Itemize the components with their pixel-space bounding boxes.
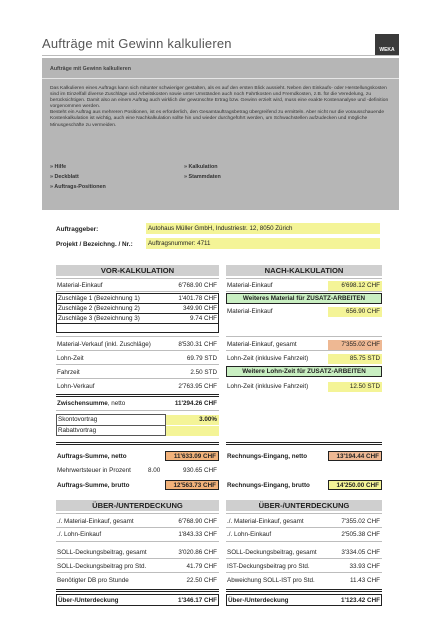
nach-material-gesamt-value: 7'355.02 CHF bbox=[328, 340, 382, 350]
dl-benoetigt-value: 22.50 CHF bbox=[186, 577, 217, 584]
dl-benoetigt-label: Benötigter DB pro Stunde bbox=[57, 577, 129, 584]
weiteres-material-banner: Weiteres Material für ZUSATZ-ARBEITEN bbox=[226, 293, 382, 304]
dr-ueber-label: Über-/Unterdeckung bbox=[228, 597, 289, 604]
dl-lohn-value: 1'843.33 CHF bbox=[178, 531, 217, 538]
auftraggeber-field[interactable]: Autohaus Müller GmbH, Industriestr. 12, 8050 Zürich bbox=[146, 223, 380, 234]
skontovortrag-label: Skontovortrag bbox=[58, 416, 98, 423]
divider bbox=[56, 513, 219, 514]
divider bbox=[56, 425, 166, 426]
divider bbox=[56, 541, 219, 542]
double-divider bbox=[56, 589, 219, 592]
auftraggeber-label: Auftraggeber: bbox=[56, 226, 99, 233]
nav-link-stammdaten[interactable]: » Stammdaten bbox=[184, 174, 221, 180]
summe-brutto-value: 12'563.73 CHF bbox=[165, 480, 219, 490]
dr-soll-label: SOLL-Deckungsbeitrag, gesamt bbox=[227, 549, 317, 556]
dl-material-label: ./. Material-Einkauf, gesamt bbox=[57, 518, 134, 525]
dl-ueber-value: 1'346.17 CHF bbox=[178, 597, 217, 604]
mwst-rate: 8.00 bbox=[148, 467, 161, 474]
intro-title: Aufträge mit Gewinn kalkulieren bbox=[50, 66, 131, 72]
double-divider bbox=[226, 442, 382, 445]
dr-material-label: ./. Material-Einkauf, gesamt bbox=[227, 518, 304, 525]
divider bbox=[56, 378, 219, 379]
zwischensumme-suffix: , netto bbox=[107, 400, 126, 407]
nav-link-kalkulation[interactable]: » Kalkulation bbox=[184, 164, 218, 170]
dr-abweichung-value: 11.43 CHF bbox=[350, 577, 380, 584]
divider bbox=[56, 278, 219, 279]
dl-soll-std-value: 41.79 CHF bbox=[186, 563, 217, 570]
projekt-label: Projekt / Bezeichng. / Nr.: bbox=[56, 241, 133, 248]
nach-lohn-zeit-label: Lohn-Zeit (inklusive Fahrzeit) bbox=[227, 355, 309, 362]
lohn-verkauf-value: 2'763.95 CHF bbox=[178, 383, 217, 390]
rabattvortrag-field[interactable] bbox=[166, 426, 219, 436]
material-verkauf-value: 8'530.31 CHF bbox=[178, 341, 217, 348]
nach-material-gesamt-label: Material-Einkauf, gesamt bbox=[227, 341, 297, 348]
divider bbox=[56, 350, 219, 351]
divider bbox=[56, 572, 219, 573]
projekt-field[interactable]: Auftragsnummer: 4711 bbox=[146, 238, 380, 249]
zwischensumme-bold: Zwischensumme bbox=[57, 400, 108, 407]
vor-material-einkauf-value: 6'768.90 CHF bbox=[178, 282, 217, 289]
dr-ist-std-label: IST-Deckungsbeitrag pro Std. bbox=[227, 563, 310, 570]
divider bbox=[56, 303, 219, 304]
dl-lohn-label: ./. Lohn-Einkauf bbox=[57, 531, 102, 538]
nach-material-einkauf2-label: Material-Einkauf bbox=[227, 308, 273, 315]
zwischensumme-value: 11'294.26 CHF bbox=[174, 400, 217, 407]
zuschlag-3-value: 9.74 CHF bbox=[190, 315, 217, 322]
divider bbox=[226, 527, 382, 528]
divider bbox=[56, 336, 219, 337]
divider bbox=[226, 513, 382, 514]
nav-link-hilfe[interactable]: » Hilfe bbox=[50, 164, 67, 170]
dr-material-value: 7'355.02 CHF bbox=[341, 518, 380, 525]
page-title: Aufträge mit Gewinn kalkulieren bbox=[42, 36, 232, 51]
divider bbox=[56, 558, 219, 559]
divider bbox=[226, 572, 382, 573]
double-divider bbox=[56, 442, 219, 445]
nav-link-positionen[interactable]: » Auftrags-Positionen bbox=[50, 184, 106, 190]
intro-text bbox=[50, 86, 390, 129]
zuschlag-1-value: 1'401.78 CHF bbox=[178, 295, 217, 302]
rechnung-brutto-label: Rechnungs-Eingang, brutto bbox=[227, 482, 310, 489]
rabattvortrag-label: Rabattvortrag bbox=[58, 427, 97, 434]
dr-lohn-label: ./. Lohn-Einkauf bbox=[227, 531, 272, 538]
divider bbox=[226, 541, 382, 542]
summe-netto-label: Auftrags-Summe, netto bbox=[57, 453, 127, 460]
double-divider bbox=[56, 394, 219, 397]
dl-soll-std-label: SOLL-Deckungsbeitrag pro Std. bbox=[57, 563, 147, 570]
dl-soll-value: 3'020.86 CHF bbox=[178, 549, 217, 556]
divider bbox=[56, 291, 219, 292]
intro-box bbox=[42, 58, 399, 210]
dl-material-value: 6'768.90 CHF bbox=[178, 518, 217, 525]
zuschlag-2-value: 349.90 CHF bbox=[183, 305, 217, 312]
vor-material-einkauf-label: Material-Einkauf bbox=[57, 282, 103, 289]
zwischensumme-label bbox=[57, 400, 125, 407]
nach-material-einkauf-field[interactable]: 6'698.12 CHF bbox=[328, 281, 382, 291]
mwst-label: Mehrwertsteuer in Prozent bbox=[57, 467, 131, 474]
intro-paragraph-1: Das Kalkulieren eines Auftrags kann sich mitunter schwieriger gestalten, als es auf den ersten Blick aussieht. Neben den Einkaufs- oder Herstellungskosten sind im Einzelfall diverse Zuschläge und Arbeitskosten sowie unter Umständen auch noch Fahrtkosten und Fremdkosten, z.B. für die Veredelung, zu berücksichtigen. Damit also an einem Auftrag auch wirklich der gewünschte Ertrag bzw. Gewinn erzielt wird, muss eine exakte Kostenanalyse und -definition vorgenommen werden. bbox=[50, 86, 389, 110]
dl-ueber-label: Über-/Unterdeckung bbox=[58, 597, 119, 604]
intro-paragraph-2: Besteht ein Auftrag aus mehreren Positionen, ist es erforderlich, den Gesamtauftragsbetrag übergreifend zu ermitteln. Aber nicht nur die vorausschauende Kostenkalkulation ist wichtig, auch eine Nachkalkulation sollte hin und wieder durchgeführt werden, um Schwachstellen aufzudecken und mögliche Minusgeschäfte zu vermeiden. bbox=[50, 110, 385, 128]
divider bbox=[226, 278, 382, 279]
header-divider bbox=[42, 55, 399, 56]
nach-lohn-zeit-field[interactable]: 85.75 STD bbox=[328, 354, 382, 364]
weitere-lohn-banner: Weitere Lohn-Zeit für ZUSATZ-ARBEITEN bbox=[226, 366, 382, 377]
deckung-right-header: ÜBER-/UNTERDECKUNG bbox=[226, 500, 382, 511]
divider bbox=[226, 291, 382, 292]
summe-brutto-label: Auftrags-Summe, brutto bbox=[57, 482, 130, 489]
nach-kalkulation-header: NACH-KALKULATION bbox=[226, 265, 382, 276]
lohn-verkauf-label: Lohn-Verkauf bbox=[57, 383, 95, 390]
divider bbox=[56, 527, 219, 528]
double-divider bbox=[226, 589, 382, 592]
rechnung-netto-label: Rechnungs-Eingang, netto bbox=[227, 453, 308, 460]
dr-abweichung-label: Abweichung SOLL-IST pro Std. bbox=[227, 577, 315, 584]
rechnung-netto-value: 13'194.44 CHF bbox=[328, 451, 382, 461]
divider bbox=[56, 313, 219, 314]
dr-ist-std-value: 33.93 CHF bbox=[349, 563, 380, 570]
skontovortrag-field[interactable]: 3.00% bbox=[166, 415, 219, 425]
dr-soll-value: 3'334.05 CHF bbox=[341, 549, 380, 556]
dl-soll-label: SOLL-Deckungsbeitrag, gesamt bbox=[57, 549, 147, 556]
divider bbox=[56, 410, 219, 411]
divider bbox=[56, 323, 219, 324]
dr-ueber-value: 1'123.42 CHF bbox=[341, 597, 380, 604]
dr-lohn-value: 2'505.38 CHF bbox=[341, 531, 380, 538]
nav-link-deckblatt[interactable]: » Deckblatt bbox=[50, 174, 79, 180]
weka-logo: WEKA bbox=[375, 34, 399, 56]
nach-material-einkauf-label: Material-Einkauf bbox=[227, 282, 273, 289]
divider bbox=[226, 350, 382, 351]
intro-divider bbox=[42, 78, 399, 79]
nach-lohn-zeit2-label: Lohn-Zeit (inklusive Fahrzeit) bbox=[227, 383, 309, 390]
divider bbox=[56, 364, 219, 365]
material-verkauf-label: Material-Verkauf (inkl. Zuschläge) bbox=[57, 341, 151, 348]
fahrzeit-label: Fahrzeit bbox=[57, 369, 80, 376]
mwst-value: 930.65 CHF bbox=[183, 467, 217, 474]
vor-lohn-zeit-label: Lohn-Zeit bbox=[57, 355, 84, 362]
vor-kalkulation-header: VOR-KALKULATION bbox=[56, 265, 219, 276]
rechnung-brutto-field[interactable]: 14'250.00 CHF bbox=[328, 480, 382, 490]
zuschlag-3-label[interactable]: Zuschläge 3 (Bezeichnung 3) bbox=[58, 315, 140, 322]
deckung-left-header: ÜBER-/UNTERDECKUNG bbox=[56, 500, 219, 511]
fahrzeit-value: 2.50 STD bbox=[190, 369, 217, 376]
nach-lohn-zeit2-field[interactable]: 12.50 STD bbox=[328, 382, 382, 392]
divider bbox=[226, 558, 382, 559]
summe-netto-value: 11'633.09 CHF bbox=[165, 451, 219, 461]
nach-material-einkauf2-field[interactable]: 656.90 CHF bbox=[328, 307, 382, 317]
zuschlag-1-label[interactable]: Zuschläge 1 (Bezeichnung 1) bbox=[58, 295, 140, 302]
divider bbox=[226, 336, 382, 337]
zuschlag-2-label[interactable]: Zuschläge 2 (Bezeichnung 2) bbox=[58, 305, 140, 312]
vor-lohn-zeit-value: 69.79 STD bbox=[186, 355, 217, 362]
